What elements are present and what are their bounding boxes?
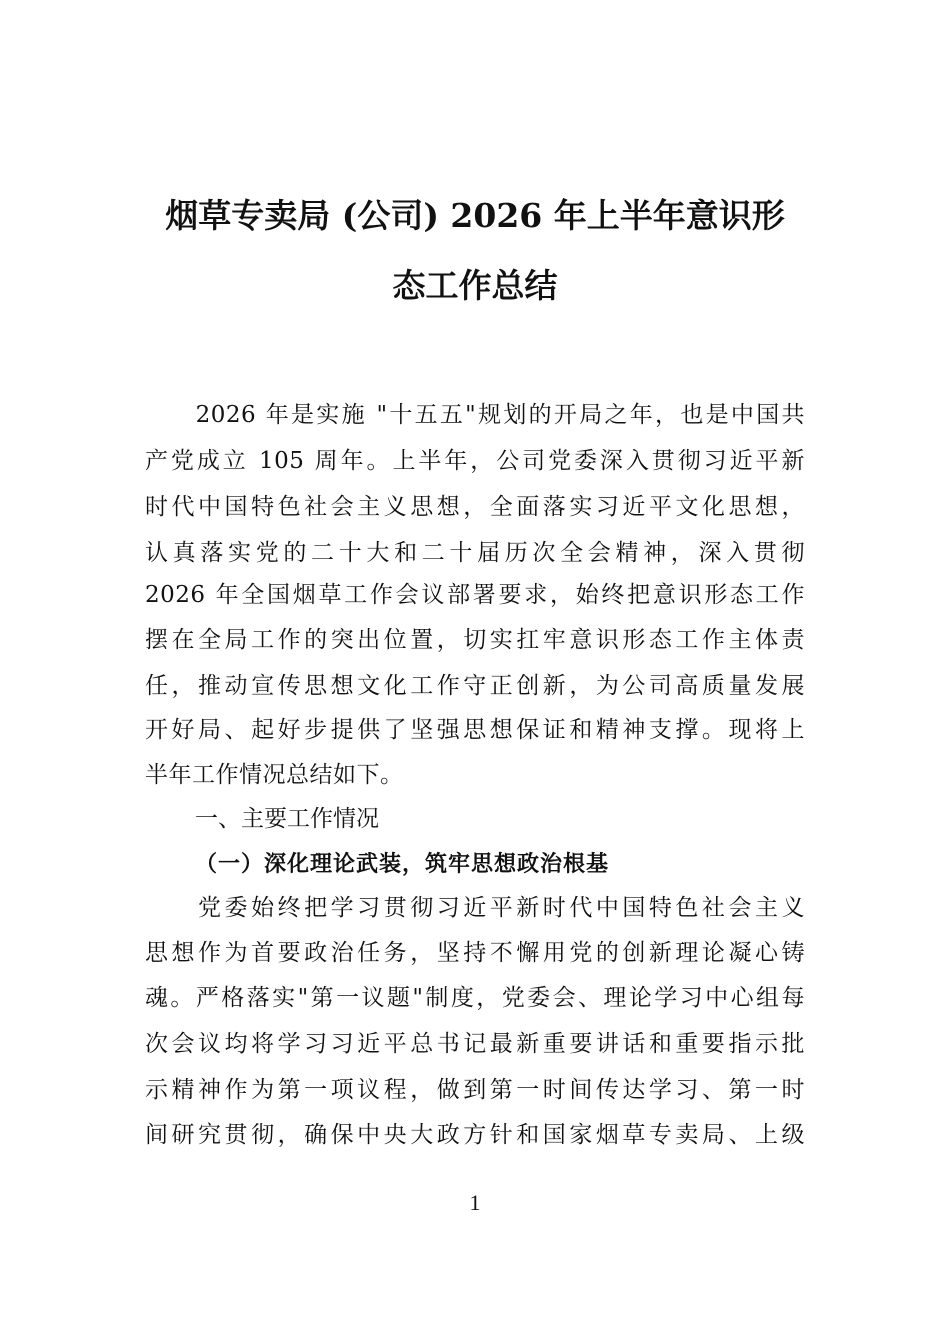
intro-line: 产党成立 105 周年。上半年，公司党委深入贯彻习近平新 (145, 448, 805, 474)
intro-line: 半年工作情况总结如下。 (145, 762, 404, 788)
document-title-line-2: 态工作总结 (392, 266, 558, 305)
section-line: 思想作为首要政治任务，坚持不懈用党的创新理论凝心铸 (145, 940, 805, 966)
section-line: 次会议均将学习习近平总书记最新重要讲话和重要指示批 (145, 1031, 805, 1057)
section-line: 示精神作为第一项议程，做到第一时间传达学习、第一时 (145, 1077, 805, 1103)
page-number: 1 (469, 1190, 481, 1215)
intro-line: 时代中国特色社会主义思想，全面落实习近平文化思想， (145, 494, 805, 520)
document-title-line-1: 烟草专卖局 (公司) 2026 年上半年意识形 (165, 196, 785, 235)
intro-line: 开好局、起好步提供了坚强思想保证和精神支撑。现将上 (145, 717, 805, 743)
section-line: 魂。严格落实"第一议题"制度，党委会、理论学习中心组每 (145, 985, 805, 1011)
intro-line: 2026 年是实施 "十五五"规划的开局之年，也是中国共 (145, 402, 805, 428)
intro-line: 摆在全局工作的突出位置，切实扛牢意识形态工作主体责 (145, 627, 805, 653)
intro-line: 2026 年全国烟草工作会议部署要求，始终把意识形态工作 (145, 582, 805, 608)
intro-line: 认真落实党的二十大和二十届历次全会精神，深入贯彻 (145, 540, 805, 566)
intro-line: 任，推动宣传思想文化工作守正创新，为公司高质量发展 (145, 673, 805, 699)
section-heading-1: 一、主要工作情况 (195, 806, 379, 832)
section-line: 党委始终把学习贯彻习近平新时代中国特色社会主义 (145, 895, 805, 921)
section-heading-2: （一）深化理论武装，筑牢思想政治根基 (195, 851, 610, 877)
section-line: 间研究贯彻，确保中央大政方针和国家烟草专卖局、上级 (145, 1122, 805, 1148)
